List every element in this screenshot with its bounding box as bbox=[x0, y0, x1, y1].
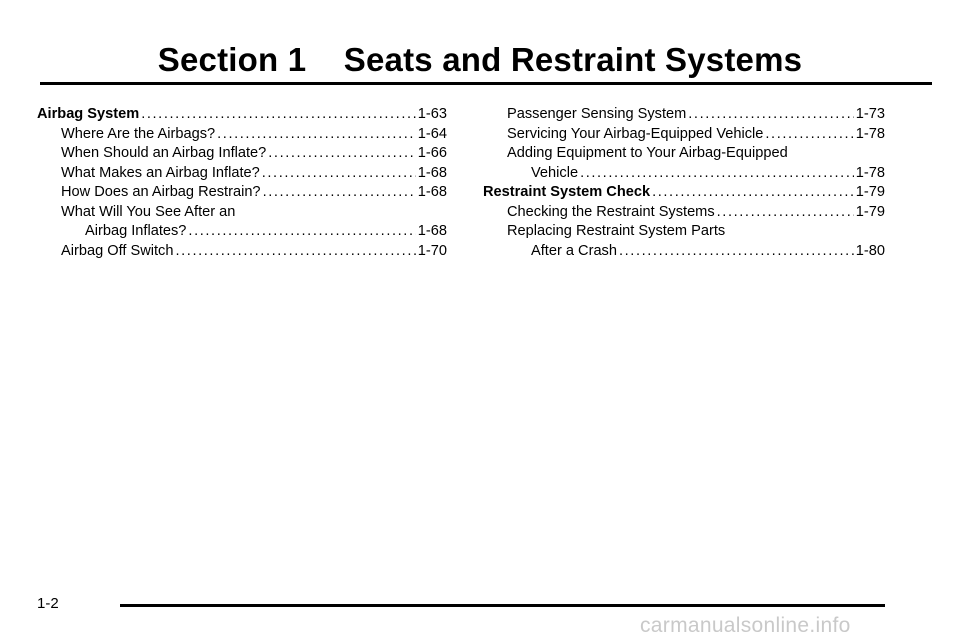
toc-entry-page: 1-63 bbox=[417, 106, 447, 122]
dot-leader bbox=[175, 242, 415, 262]
toc-entry-airbag-system[interactable] bbox=[37, 105, 447, 125]
title-underline bbox=[40, 82, 932, 85]
watermark: carmanualsonline.info bbox=[640, 614, 851, 637]
toc-entry-label: When Should an Airbag Inflate? bbox=[61, 145, 267, 161]
toc-left-column bbox=[37, 105, 447, 261]
dot-leader bbox=[141, 105, 416, 125]
toc-entry-label: Airbag Off Switch bbox=[61, 242, 174, 259]
toc-entry-restraint-system-check[interactable] bbox=[483, 183, 885, 203]
dot-leader bbox=[652, 183, 854, 203]
toc-entry-replacing-restraint-parts-line2[interactable] bbox=[483, 242, 885, 262]
toc-entry-label: Airbag System bbox=[37, 106, 140, 122]
toc-entry-page: 1-70 bbox=[417, 242, 447, 259]
page-number: 1-2 bbox=[37, 595, 59, 612]
footer-rule bbox=[120, 604, 885, 607]
toc-entry-page: 1-73 bbox=[855, 106, 885, 122]
toc-entry-page: 1-68 bbox=[417, 164, 447, 181]
toc-entry-label: What Makes an Airbag Inflate? bbox=[61, 164, 260, 181]
section-title: Section 1 Seats and Restraint Systems bbox=[157, 41, 803, 78]
toc-entry-when-should-an-airbag-inflate[interactable] bbox=[37, 144, 447, 164]
toc-entry-label: Replacing Restraint System Parts bbox=[507, 223, 726, 239]
toc-entry-page: 1-78 bbox=[855, 125, 885, 142]
toc-entry-label-continued: After a Crash bbox=[531, 242, 617, 259]
dot-leader bbox=[765, 125, 853, 145]
toc-entry-checking-the-restraint-systems[interactable] bbox=[483, 203, 885, 223]
toc-entry-page: 1-78 bbox=[855, 164, 885, 181]
toc-entry-page: 1-79 bbox=[855, 184, 885, 200]
toc-entry-label: Adding Equipment to Your Airbag-Equipped bbox=[507, 145, 788, 161]
toc-entry-where-are-the-airbags[interactable] bbox=[37, 125, 447, 145]
toc-entry-label: Passenger Sensing System bbox=[507, 106, 687, 122]
dot-leader bbox=[717, 203, 854, 223]
toc-entry-page: 1-68 bbox=[417, 223, 447, 239]
dot-leader bbox=[619, 242, 854, 262]
toc-entry-label: Checking the Restraint Systems bbox=[507, 203, 715, 220]
toc-entry-label-continued: Vehicle bbox=[531, 164, 579, 181]
toc-entry-label: Servicing Your Airbag-Equipped Vehicle bbox=[507, 125, 764, 142]
toc-entry-label: Where Are the Airbags? bbox=[61, 125, 216, 142]
toc-entry-what-makes-an-airbag-inflate[interactable] bbox=[37, 164, 447, 184]
dot-leader bbox=[688, 105, 854, 125]
toc-entry-page: 1-66 bbox=[417, 145, 447, 161]
toc-entry-airbag-off-switch[interactable] bbox=[37, 242, 447, 262]
dot-leader bbox=[217, 125, 416, 145]
toc-entry-page: 1-80 bbox=[855, 242, 885, 259]
toc-entry-how-does-an-airbag-restrain[interactable] bbox=[37, 183, 447, 203]
toc-entry-replacing-restraint-parts-line1[interactable] bbox=[483, 222, 885, 242]
toc-entry-passenger-sensing-system[interactable] bbox=[483, 105, 885, 125]
toc-entry-adding-equipment-line1[interactable] bbox=[483, 144, 885, 164]
toc-entry-what-will-you-see-line2[interactable] bbox=[37, 222, 447, 242]
dot-leader bbox=[188, 222, 415, 242]
toc-entry-label: How Does an Airbag Restrain? bbox=[61, 184, 261, 200]
toc-entry-page: 1-68 bbox=[417, 184, 447, 200]
toc-entry-label: Restraint System Check bbox=[483, 184, 651, 200]
toc-right-column bbox=[483, 105, 885, 261]
dot-leader bbox=[580, 164, 854, 184]
toc-entry-what-will-you-see-line1[interactable] bbox=[37, 203, 447, 223]
dot-leader bbox=[263, 183, 416, 203]
toc-entry-servicing-your-airbag-equipped-vehicle[interactable] bbox=[483, 125, 885, 145]
toc-entry-label-continued: Airbag Inflates? bbox=[85, 223, 187, 239]
dot-leader bbox=[268, 144, 416, 164]
toc-entry-page: 1-64 bbox=[417, 125, 447, 142]
toc-entry-adding-equipment-line2[interactable] bbox=[483, 164, 885, 184]
dot-leader bbox=[262, 164, 416, 184]
toc-entry-page: 1-79 bbox=[855, 203, 885, 220]
toc-entry-label: What Will You See After an bbox=[61, 203, 236, 220]
